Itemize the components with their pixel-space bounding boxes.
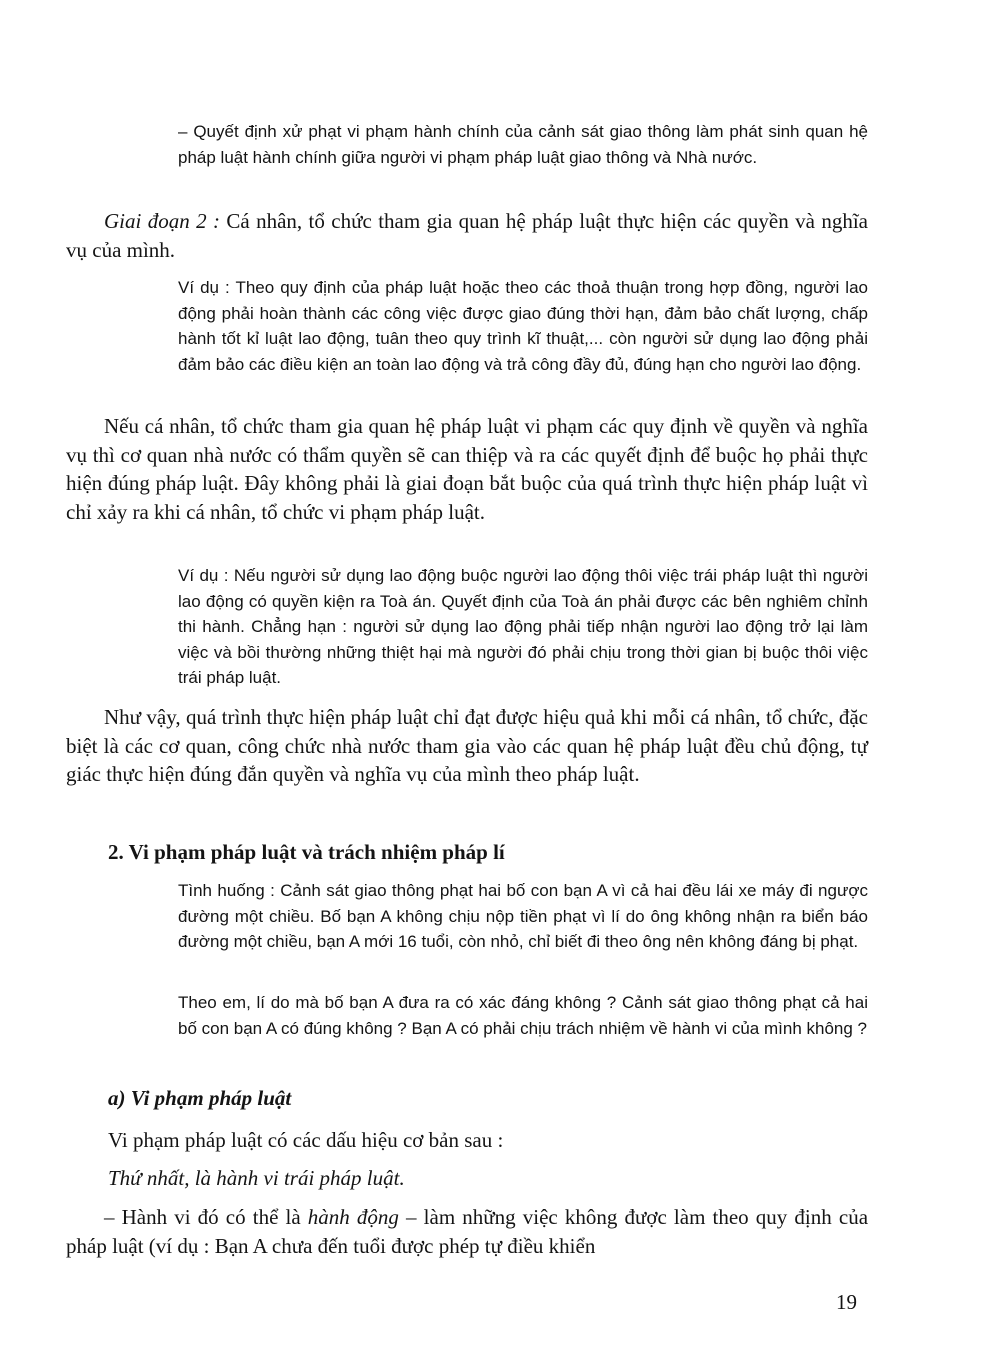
paragraph-situation: Tình huống : Cảnh sát giao thông phạt hai bố con bạn A vì cả hai đều lái xe máy đi ngược đường một chiều. Bố bạn A không chịu nộp tiền phạt vì lí do ông không nhận ra biển báo đường một chiều, bạn A mới 16 tuổi, còn nhỏ, chỉ biết đi theo ông nên không đáng bị phạt. [178, 881, 868, 951]
paragraph-basic-signs: Vi phạm pháp luật có các dấu hiệu cơ bản sau : [108, 1128, 504, 1152]
paragraph-action-definition: – Hành vi đó có thể là hành động – làm những việc không được làm theo quy định của pháp luật (ví dụ : Bạn A chưa đến tuổi được phép tự điều khiển [66, 1205, 869, 1258]
paragraph-traffic-fine-example: – Quyết định xử phạt vi phạm hành chính của cảnh sát giao thông làm phát sinh quan hệ pháp luật hành chính giữa người vi phạm pháp luật giao thông và Nhà nước. [178, 122, 868, 167]
action-term: hành động [307, 1205, 399, 1229]
paragraph-stage-2 [66, 207, 868, 264]
section-heading-violation-liability: 2. Vi phạm pháp luật và trách nhiệm pháp lí [108, 840, 505, 864]
paragraph-questions: Theo em, lí do mà bố bạn A đưa ra có xác đáng không ? Cảnh sát giao thông phạt cả hai bố con bạn A có đúng không ? Bạn A có phải chịu trách nhiệm về hành vi của mình không ? [178, 993, 868, 1038]
paragraph-first-sign: Thứ nhất, là hành vi trái pháp luật. [108, 1166, 405, 1190]
stage-2-text: Cá nhân, tổ chức tham gia quan hệ pháp luật thực hiện các quyền và nghĩa vụ của mình. [66, 209, 869, 262]
paragraph-conclusion: Như vậy, quá trình thực hiện pháp luật chỉ đạt được hiệu quả khi mỗi cá nhân, tổ chức, đặc biệt là các cơ quan, công chức nhà nước tham gia vào các quan hệ pháp luật đều chủ động, tự giác thực hiện đúng đắn quyền và nghĩa vụ của mình theo pháp luật. [66, 705, 868, 786]
page-number: 19 [836, 1290, 857, 1314]
paragraph-unlawful-dismissal-example: Ví dụ : Nếu người sử dụng lao động buộc người lao động thôi việc trái pháp luật thì người lao động có quyền kiện ra Toà án. Quyết định của Toà án phải được các bên nghiêm chỉnh thi hành. Chẳng hạn : người sử dụng lao động phải tiếp nhận người lao động trở lại làm việc và bồi thường những thiệt hại mà người đó phải chịu trong thời gian bị buộc thôi việc trái pháp luật. [178, 566, 868, 687]
stage-2-label: Giai đoạn 2 : [104, 209, 220, 233]
subsection-heading-violation: a) Vi phạm pháp luật [108, 1086, 292, 1110]
paragraph-labor-contract-example: Ví dụ : Theo quy định của pháp luật hoặc theo các thoả thuận trong hợp đồng, người lao động phải hoàn thành các công việc được giao đúng thời hạn, đảm bảo chất lượng, chấp hành tốt kỉ luật lao động, tuân theo quy trình kĩ thuật,... còn người sử dụng lao động phải đảm bảo các điều kiện an toàn lao động và trả công đầy đủ, đúng hạn cho người lao động. [178, 278, 868, 374]
paragraph-violation-intervention: Nếu cá nhân, tổ chức tham gia quan hệ pháp luật vi phạm các quy định về quyền và nghĩa vụ thì cơ quan nhà nước có thẩm quyền sẽ can thiệp và ra các quyết định để buộc họ phải thực hiện đúng pháp luật. Đây không phải là giai đoạn bắt buộc của quá trình thực hiện pháp luật vì chỉ xảy ra khi cá nhân, tổ chức vi phạm pháp luật. [66, 414, 868, 524]
